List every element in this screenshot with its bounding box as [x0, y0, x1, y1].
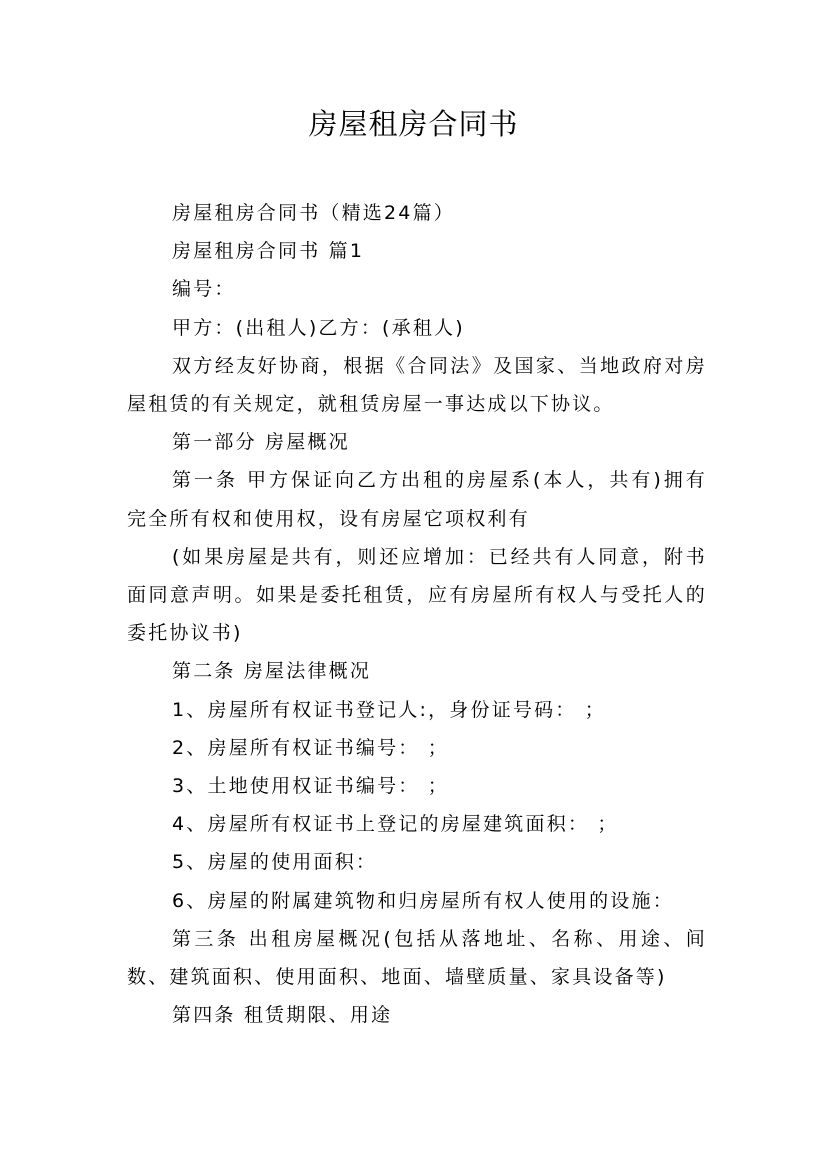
- paragraph: 房屋租房合同书 篇1: [172, 240, 365, 263]
- paragraph: 编号：: [172, 278, 236, 301]
- document-body: [127, 194, 707, 1034]
- paragraph: 第四条 租赁期限、用途: [172, 1004, 393, 1027]
- paragraph: 双方经友好协商，根据《合同法》及国家、当地政府对房屋租赁的有关规定，就租赁房屋一事达成以下协议。: [127, 354, 707, 416]
- paragraph: 1、房屋所有权证书登记人:，身份证号码： ；: [172, 698, 606, 721]
- paragraph: 第三条 出租房屋概况(包括从落地址、名称、用途、间数、建筑面积、使用面积、地面、墙壁质量、家具设备等): [127, 927, 707, 989]
- paragraph: 6、房屋的附属建筑物和归房屋所有权人使用的设施：: [172, 889, 674, 912]
- paragraph: 房屋租房合同书（精选24篇）: [172, 202, 455, 224]
- paragraph: 第一条 甲方保证向乙方出租的房屋系(本人，共有)拥有完全所有权和使用权，设有房屋它项权利有: [127, 469, 707, 530]
- paragraph: 4、房屋所有权证书上登记的房屋建筑面积： ；: [172, 813, 619, 836]
- document-title: 房屋租房合同书: [308, 107, 519, 141]
- paragraph: 3、土地使用权证书编号： ；: [172, 775, 449, 798]
- paragraph: 5、房屋的使用面积：: [172, 851, 378, 874]
- paragraph: 甲方：(出租人)乙方：(承租人): [172, 316, 465, 339]
- paragraph: 2、房屋所有权证书编号： ；: [172, 736, 449, 759]
- paragraph: 第一部分 房屋概况: [172, 431, 350, 454]
- paragraph: 第二条 房屋法律概况: [172, 660, 372, 683]
- paragraph: (如果房屋是共有，则还应增加：已经共有人同意，附书面同意声明。如果是委托租赁，应有房屋所有权人与受托人的委托协议书): [127, 545, 707, 645]
